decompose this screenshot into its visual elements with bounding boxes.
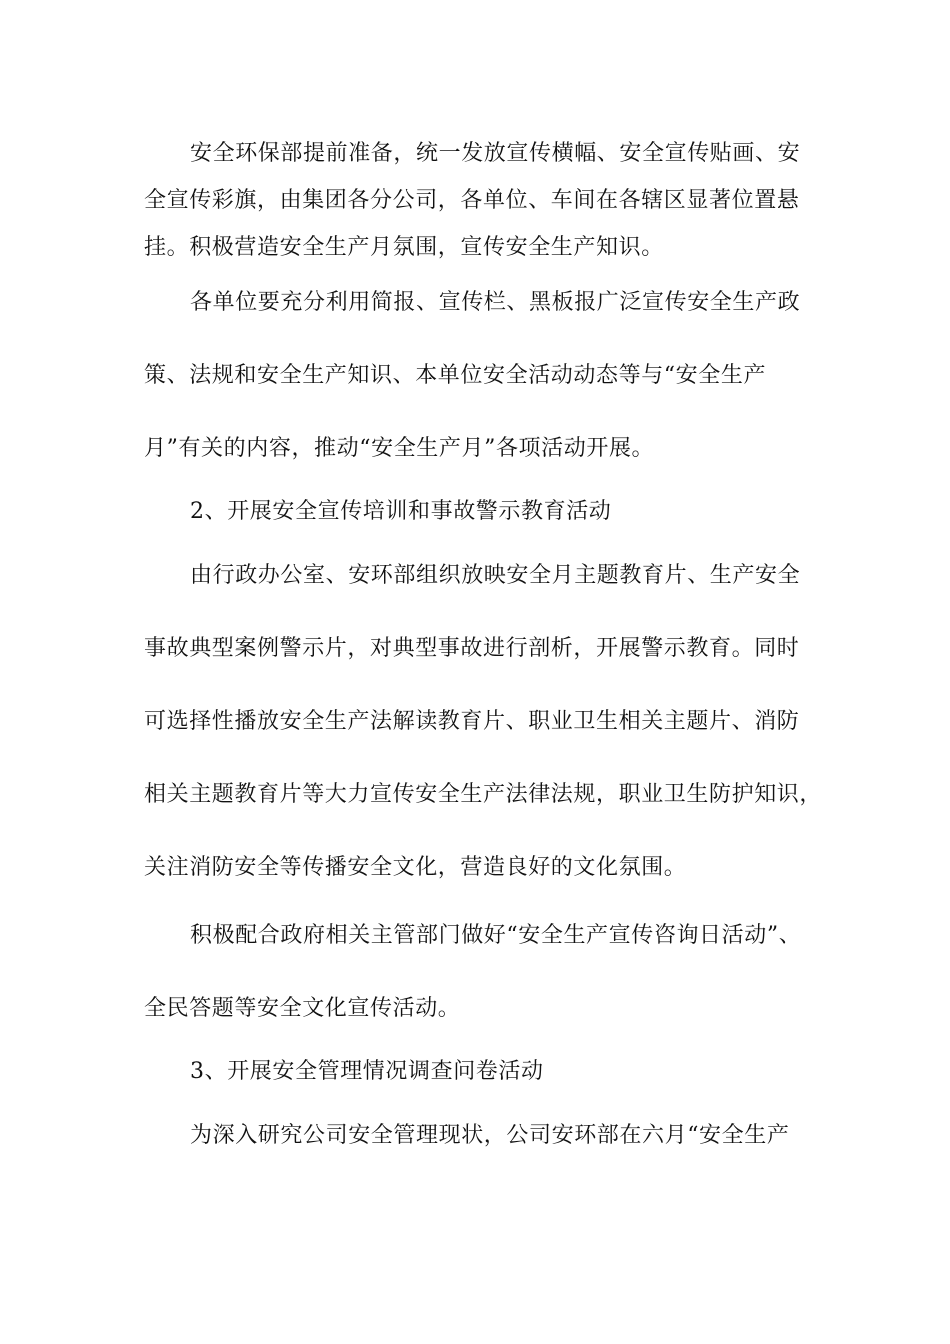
paragraph-line: 各单位要充分利用简报、宣传栏、黑板报广泛宣传安全生产政 <box>190 290 801 315</box>
paragraph-line: 全民答题等安全文化宣传活动。 <box>144 996 461 1021</box>
paragraph-line: 关注消防安全等传播安全文化，营造良好的文化氛围。 <box>144 855 687 880</box>
paragraph-line: 全宣传彩旗，由集团各分公司，各单位、车间在各辖区显著位置悬 <box>144 188 800 213</box>
paragraph-line: 事故典型案例警示片，对典型事故进行剖析，开展警示教育。同时 <box>144 636 800 661</box>
section-heading: 2、开展安全宣传培训和事故警示教育活动 <box>190 499 612 524</box>
paragraph-line: 可选择性播放安全生产法解读教育片、职业卫生相关主题片、消防 <box>144 709 800 734</box>
paragraph-line: 挂。积极营造安全生产月氛围，宣传安全生产知识。 <box>144 235 664 260</box>
paragraph-line: 积极配合政府相关主管部门做好“安全生产宣传咨询日活动”、 <box>190 923 802 948</box>
paragraph-line: 相关主题教育片等大力宣传安全生产法律法规，职业卫生防护知识， <box>144 782 823 807</box>
paragraph-line: 安全环保部提前准备，统一发放宣传横幅、安全宣传贴画、安 <box>190 141 801 166</box>
paragraph-line: 为深入研究公司安全管理现状，公司安环部在六月“安全生产 <box>190 1123 790 1148</box>
section-heading: 3、开展安全管理情况调查问卷活动 <box>190 1059 544 1084</box>
paragraph-line: 由行政办公室、安环部组织放映安全月主题教育片、生产安全 <box>190 563 801 588</box>
paragraph-line: 月”有关的内容，推动“安全生产月”各项活动开展。 <box>144 436 655 461</box>
paragraph-line: 策、法规和安全生产知识、本单位安全活动动态等与“安全生产 <box>144 363 767 388</box>
